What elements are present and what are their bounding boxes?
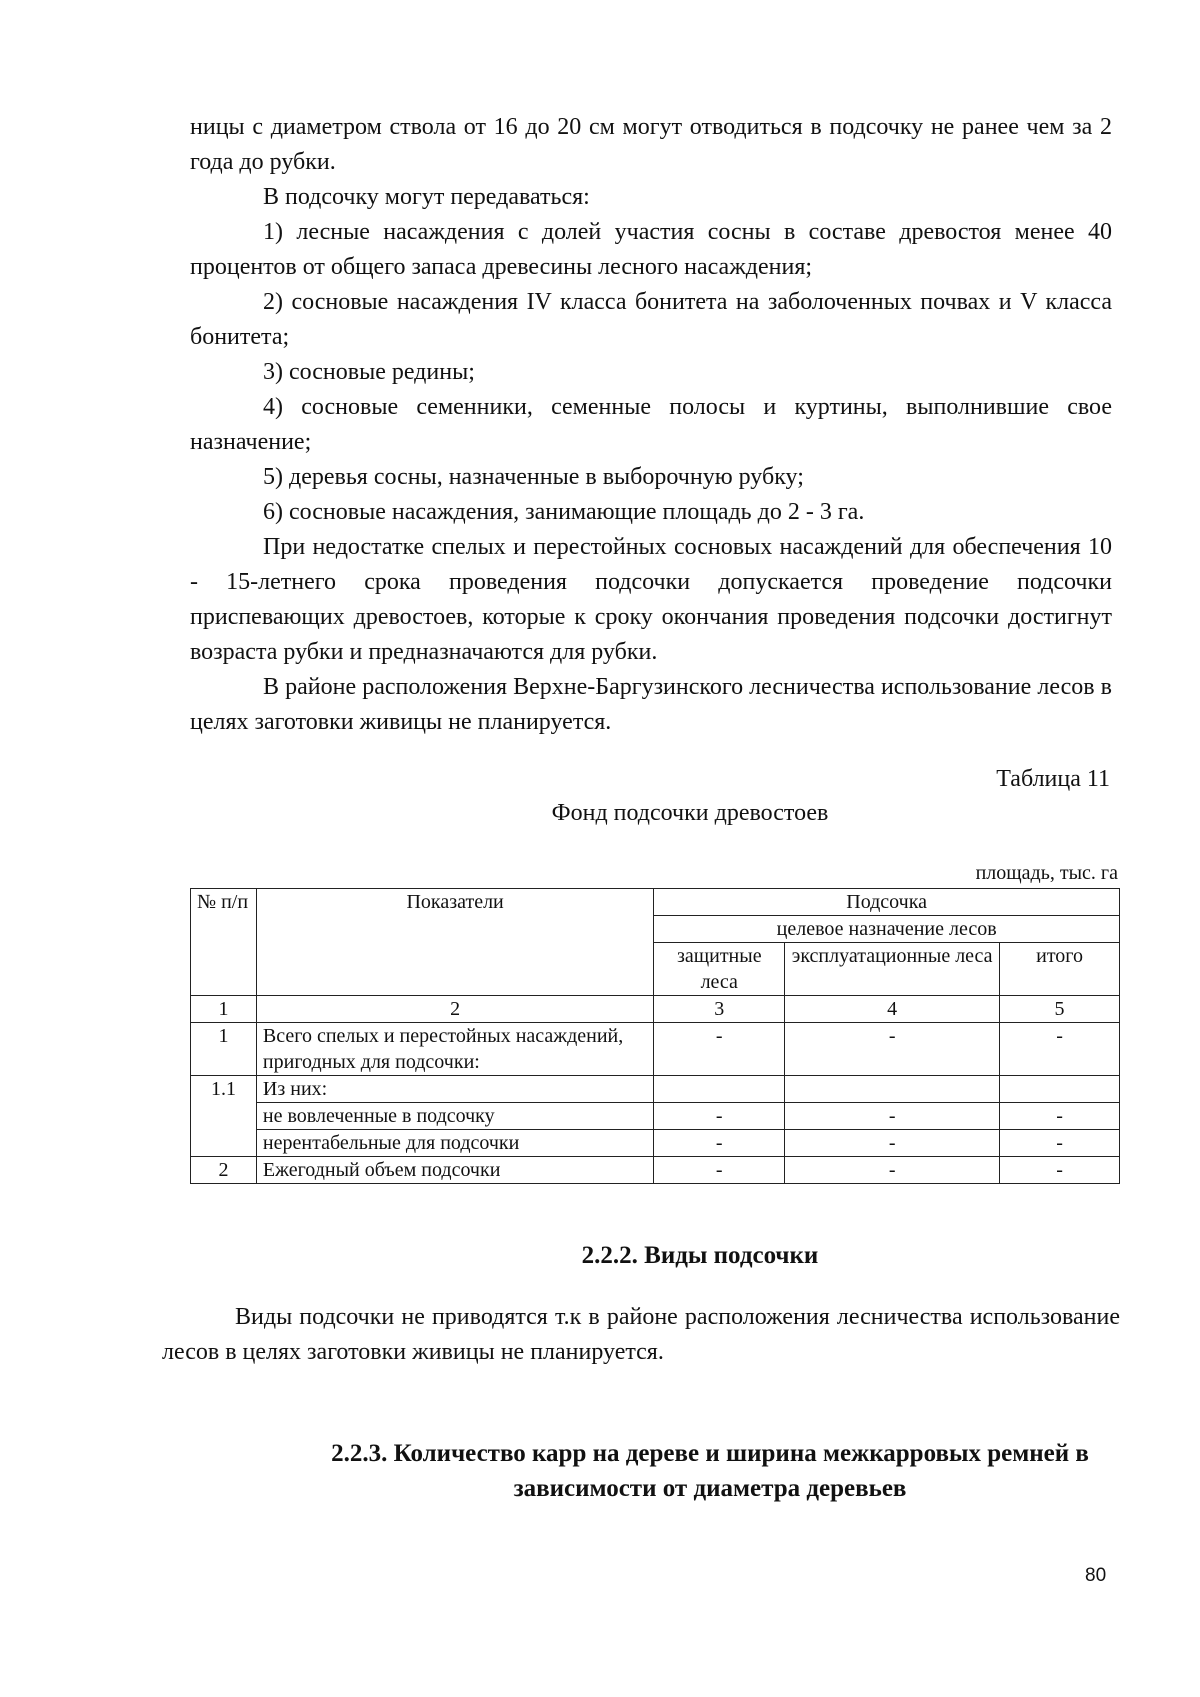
row-num: 1 <box>191 1023 257 1076</box>
row-value <box>785 1076 1000 1103</box>
tapping-fund-table <box>190 888 1120 1184</box>
table-row <box>191 1023 1120 1076</box>
row-label: Из них: <box>256 1076 653 1103</box>
row-value: - <box>654 1103 785 1130</box>
row-label: нерентабельные для подсочки <box>256 1130 653 1157</box>
row-num: 2 <box>191 1157 257 1184</box>
row-value: - <box>654 1023 785 1076</box>
header-num: № п/п <box>191 889 257 996</box>
row-value: - <box>1000 1130 1120 1157</box>
row-label: Ежегодный объем подсочки <box>256 1157 653 1184</box>
list-item: 1) лесные насаждения с долей участия сосны в составе древостоя менее 40 процентов от общего запаса древесины лесного насаждения; <box>190 219 1112 280</box>
column-number-row <box>191 996 1120 1023</box>
paragraph-continuation: ницы с диаметром ствола от 16 до 20 см могут отводиться в подсочку не ранее чем за 2 года до рубки. <box>190 114 1112 175</box>
section-heading-2-2-2: 2.2.2. Виды подсочки <box>581 1242 819 1269</box>
row-value: - <box>785 1157 1000 1184</box>
column-number: 4 <box>785 996 1000 1023</box>
table-row <box>191 1157 1120 1184</box>
section-heading-2-2-3: 2.2.3. Количество карр на дереве и ширина межкарровых ремней в зависимости от диаметра деревьев <box>331 1440 1089 1502</box>
table-row <box>191 1103 1120 1130</box>
row-value: - <box>654 1130 785 1157</box>
header-group: Подсочка <box>654 889 1120 916</box>
row-label: Всего спелых и перестойных насаждений, пригодных для подсочки: <box>256 1023 653 1076</box>
row-value: - <box>785 1130 1000 1157</box>
table-header-row <box>191 889 1120 916</box>
list-item: 4) сосновые семенники, семенные полосы и куртины, выполнившие свое назначение; <box>190 394 1112 455</box>
header-subgroup: целевое назначение лесов <box>654 916 1120 943</box>
row-value: - <box>1000 1157 1120 1184</box>
column-number: 5 <box>1000 996 1120 1023</box>
table-row <box>191 1130 1120 1157</box>
column-number: 1 <box>191 996 257 1023</box>
row-value: - <box>785 1023 1000 1076</box>
header-indicators: Показатели <box>256 889 653 996</box>
row-num: 1.1 <box>191 1076 257 1157</box>
table-row <box>191 1076 1120 1103</box>
row-value: - <box>1000 1023 1120 1076</box>
row-label: не вовлеченные в подсочку <box>256 1103 653 1130</box>
paragraph-tapping-types: Виды подсочки не приводятся т.к в районе расположения лесничества использование лесов в целях заготовки живицы не планируется. <box>162 1304 1120 1365</box>
header-col4: эксплуатационные леса <box>785 943 1000 996</box>
paragraph-list-intro: В подсочку могут передаваться: <box>263 184 590 210</box>
header-col5: итого <box>1000 943 1120 996</box>
row-value <box>1000 1076 1120 1103</box>
column-number: 2 <box>256 996 653 1023</box>
list-item: 2) сосновые насаждения IV класса бонитета на заболоченных почвах и V класса бонитета; <box>190 289 1112 350</box>
list-item: 6) сосновые насаждения, занимающие площадь до 2 - 3 га. <box>263 499 865 525</box>
table-units: площадь, тыс. га <box>975 862 1118 884</box>
list-item: 3) сосновые редины; <box>263 359 475 385</box>
row-value <box>654 1076 785 1103</box>
row-value: - <box>785 1103 1000 1130</box>
list-item: 5) деревья сосны, назначенные в выборочную рубку; <box>263 464 804 490</box>
column-number: 3 <box>654 996 785 1023</box>
table-number: Таблица 11 <box>996 766 1110 792</box>
paragraph-shortage: При недостатке спелых и перестойных сосновых насаждений для обеспечения 10 - 15-летнего срока проведения подсочки допускается проведение подсочки приспевающих древостоев, которые к сроку окончания проведения подсочки достигнут возраста рубки и предназначаются для рубки. <box>190 534 1112 665</box>
row-value: - <box>654 1157 785 1184</box>
row-value: - <box>1000 1103 1120 1130</box>
header-col3: защитные леса <box>654 943 785 996</box>
table-title: Фонд подсочки древостоев <box>551 800 829 826</box>
paragraph-district: В районе расположения Верхне-Баргузинского лесничества использование лесов в целях заготовки живицы не планируется. <box>190 674 1112 735</box>
page-number: 80 <box>1085 1565 1107 1586</box>
